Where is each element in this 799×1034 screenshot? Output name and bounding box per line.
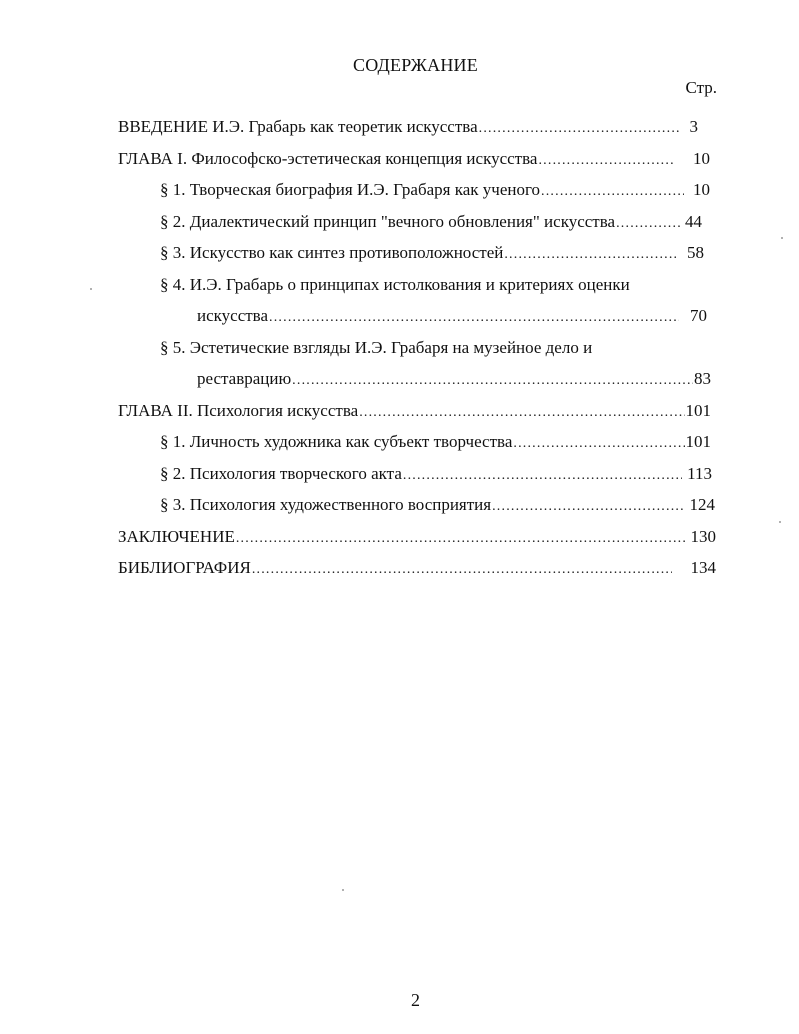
dot-leader [504, 242, 676, 268]
toc-entry-label: § 2. Диалектический принцип "вечного обновления" искусства [160, 212, 616, 231]
toc-entry-intro[interactable] [118, 114, 698, 140]
toc-page-number: 83 [694, 369, 711, 388]
toc-entry-bibliography[interactable] [118, 555, 716, 581]
page-number: 2 [411, 990, 420, 1010]
dot-leader [513, 431, 684, 457]
toc-page-number: 101 [685, 432, 711, 451]
scan-speck [781, 237, 783, 239]
toc-entry-label: ГЛАВА I. Философско-эстетическая концепция искусства [118, 149, 538, 168]
dot-leader [479, 116, 679, 142]
toc-entry-ch1-section-3[interactable] [160, 240, 704, 266]
scan-speck [779, 521, 781, 523]
toc-entry-label: § 2. Психология творческого акта [160, 464, 402, 483]
toc-page-number: 44 [685, 212, 702, 231]
toc-entry-label: ЗАКЛЮЧЕНИЕ [118, 527, 235, 546]
page-title: СОДЕРЖАНИЕ [353, 55, 478, 75]
toc-entry-label: § 1. Творческая биография И.Э. Грабаря как ученого [160, 180, 541, 199]
dot-leader [252, 557, 672, 583]
scan-speck [90, 288, 92, 290]
toc-entry-ch1-section-2[interactable] [160, 209, 702, 235]
toc-entry-ch2-section-2[interactable] [160, 461, 712, 487]
dot-leader [359, 400, 684, 426]
dot-leader [616, 211, 680, 237]
toc-entry-chapter-1[interactable] [118, 146, 710, 172]
toc-page-number: 70 [690, 306, 707, 325]
toc-page-number: 3 [689, 117, 698, 136]
page-column-label: Стр. [685, 78, 717, 97]
dot-leader [403, 463, 682, 489]
dot-leader [538, 148, 674, 174]
toc-entry-label: § 3. Искусство как синтез противоположностей [160, 243, 504, 262]
toc-page-number: 130 [690, 527, 716, 546]
toc-entry-ch2-section-1[interactable] [160, 429, 711, 455]
toc-page-number: 58 [687, 243, 704, 262]
toc-entry-label: ГЛАВА II. Психология искусства [118, 401, 359, 420]
toc-page-number: 124 [689, 495, 715, 514]
dot-leader [492, 494, 682, 520]
dot-leader [292, 368, 693, 394]
toc-entry-label: § 3. Психология художественного восприятия [160, 495, 492, 514]
toc-page-number: 101 [685, 401, 711, 420]
toc-entry-label: реставрацию [197, 369, 292, 388]
toc-entry-ch1-section-4-line1[interactable]: § 4. И.Э. Грабарь о принципах истолкования и критериях оценки [160, 275, 630, 294]
toc-entry-ch1-section-1[interactable] [160, 177, 710, 203]
toc-page-number: 113 [687, 464, 712, 483]
toc-entry-chapter-2[interactable] [118, 398, 711, 424]
toc-entry-label: ВВЕДЕНИЕ И.Э. Грабарь как теоретик искусства [118, 117, 478, 136]
toc-page-number: 134 [690, 558, 716, 577]
scan-speck [342, 889, 344, 891]
toc-entry-conclusion[interactable] [118, 524, 716, 550]
toc-entry-ch1-section-5[interactable] [197, 366, 711, 392]
toc-entry-ch2-section-3[interactable] [160, 492, 715, 518]
dot-leader [269, 305, 679, 331]
dot-leader [236, 526, 686, 552]
toc-page-number: 10 [693, 180, 710, 199]
toc-entry-ch1-section-4[interactable] [197, 303, 707, 329]
toc-entry-ch1-section-5-line1[interactable]: § 5. Эстетические взгляды И.Э. Грабаря на музейное дело и [160, 338, 593, 357]
toc-entry-label: § 1. Личность художника как субъект творчества [160, 432, 513, 451]
toc-entry-label: БИБЛИОГРАФИЯ [118, 558, 251, 577]
toc-entry-label: искусства [197, 306, 269, 325]
toc-page-number: 10 [693, 149, 710, 168]
dot-leader [541, 179, 684, 205]
